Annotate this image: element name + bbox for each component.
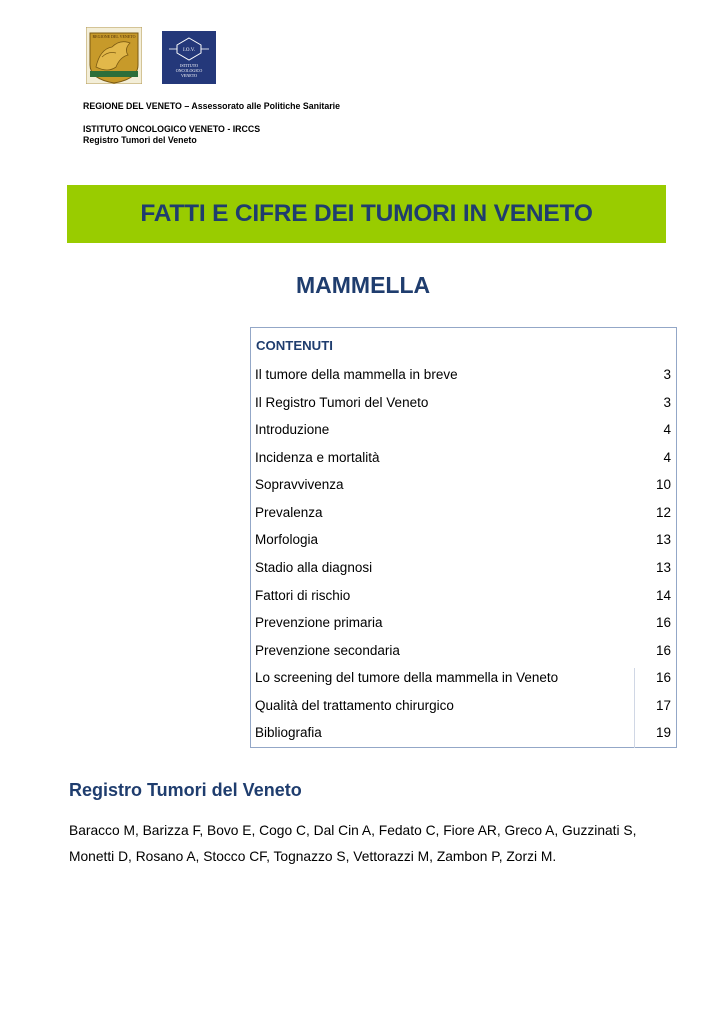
toc-column-divider	[634, 668, 635, 748]
toc-page: 16	[655, 615, 671, 630]
toc-page: 12	[655, 505, 671, 520]
authors-list: Baracco M, Barizza F, Bovo E, Cogo C, Dal Cin A, Fedato C, Fiore AR, Greco A, Guzzinati S, Monetti D, Rosano A, Stocco CF, Tognazzo S, Vettorazzi M, Zambon P, Zorzi M.	[69, 823, 637, 864]
toc-page: 16	[655, 670, 671, 685]
toc-page: 3	[663, 367, 671, 382]
toc-row	[251, 615, 676, 637]
document-subtitle: MAMMELLA	[296, 272, 431, 298]
toc-label: Prevalenza	[255, 505, 323, 520]
table-of-contents	[250, 327, 677, 748]
toc-page: 10	[655, 477, 671, 492]
toc-page: 19	[655, 725, 671, 740]
toc-row	[251, 670, 676, 692]
toc-label: Il Registro Tumori del Veneto	[255, 395, 429, 410]
toc-row	[251, 395, 676, 417]
toc-row	[251, 588, 676, 610]
logo-iov-line3: VENETO	[181, 73, 197, 78]
toc-row	[251, 422, 676, 444]
toc-page: 4	[663, 422, 671, 437]
toc-label: Bibliografia	[255, 725, 322, 740]
toc-row	[251, 560, 676, 582]
toc-page: 14	[655, 588, 671, 603]
toc-label: Il tumore della mammella in breve	[255, 367, 458, 382]
toc-label: Stadio alla diagnosi	[255, 560, 373, 575]
toc-label: Prevenzione secondaria	[255, 643, 400, 658]
toc-row	[251, 450, 676, 472]
toc-page: 3	[663, 395, 671, 410]
toc-label: Sopravvivenza	[255, 477, 344, 492]
logo-iov-line1: ISTITUTO	[180, 63, 198, 68]
document-title: FATTI E CIFRE DEI TUMORI IN VENETO	[140, 200, 593, 227]
toc-row	[251, 643, 676, 665]
header-iov: ISTITUTO ONCOLOGICO VENETO - IRCCS	[83, 124, 261, 134]
toc-page: 17	[655, 698, 671, 713]
toc-page: 4	[663, 450, 671, 465]
toc-label: Lo screening del tumore della mammella in Veneto	[255, 670, 559, 685]
section-title: Registro Tumori del Veneto	[69, 780, 302, 800]
toc-label: Morfologia	[255, 532, 319, 547]
toc-page: 16	[655, 643, 671, 658]
toc-row	[251, 367, 676, 389]
toc-label: Qualità del trattamento chirurgico	[255, 698, 454, 713]
regione-veneto-logo	[86, 27, 142, 84]
header-regione	[83, 101, 340, 112]
header-registro: Registro Tumori del Veneto	[83, 135, 197, 145]
logo-veneto-text: REGIONE DEL VENETO	[92, 34, 136, 39]
header-assessorato: – Assessorato alle Politiche Sanitarie	[181, 101, 340, 111]
toc-heading: CONTENUTI	[256, 338, 333, 353]
toc-row	[251, 532, 676, 554]
toc-label: Fattori di rischio	[255, 588, 351, 603]
logo-iov-line2: ONCOLOGICO	[175, 68, 203, 73]
toc-label: Prevenzione primaria	[255, 615, 383, 630]
toc-row	[251, 698, 676, 720]
toc-label: Introduzione	[255, 422, 330, 437]
toc-row	[251, 725, 676, 747]
iov-logo	[162, 31, 216, 84]
header-regione-name: REGIONE DEL VENETO	[83, 101, 182, 111]
toc-page: 13	[655, 532, 671, 547]
toc-label: Incidenza e mortalità	[255, 450, 380, 465]
svg-text:I.O.V.: I.O.V.	[183, 48, 195, 53]
toc-page: 13	[655, 560, 671, 575]
toc-row	[251, 477, 676, 499]
toc-row	[251, 505, 676, 527]
title-banner	[67, 185, 666, 243]
